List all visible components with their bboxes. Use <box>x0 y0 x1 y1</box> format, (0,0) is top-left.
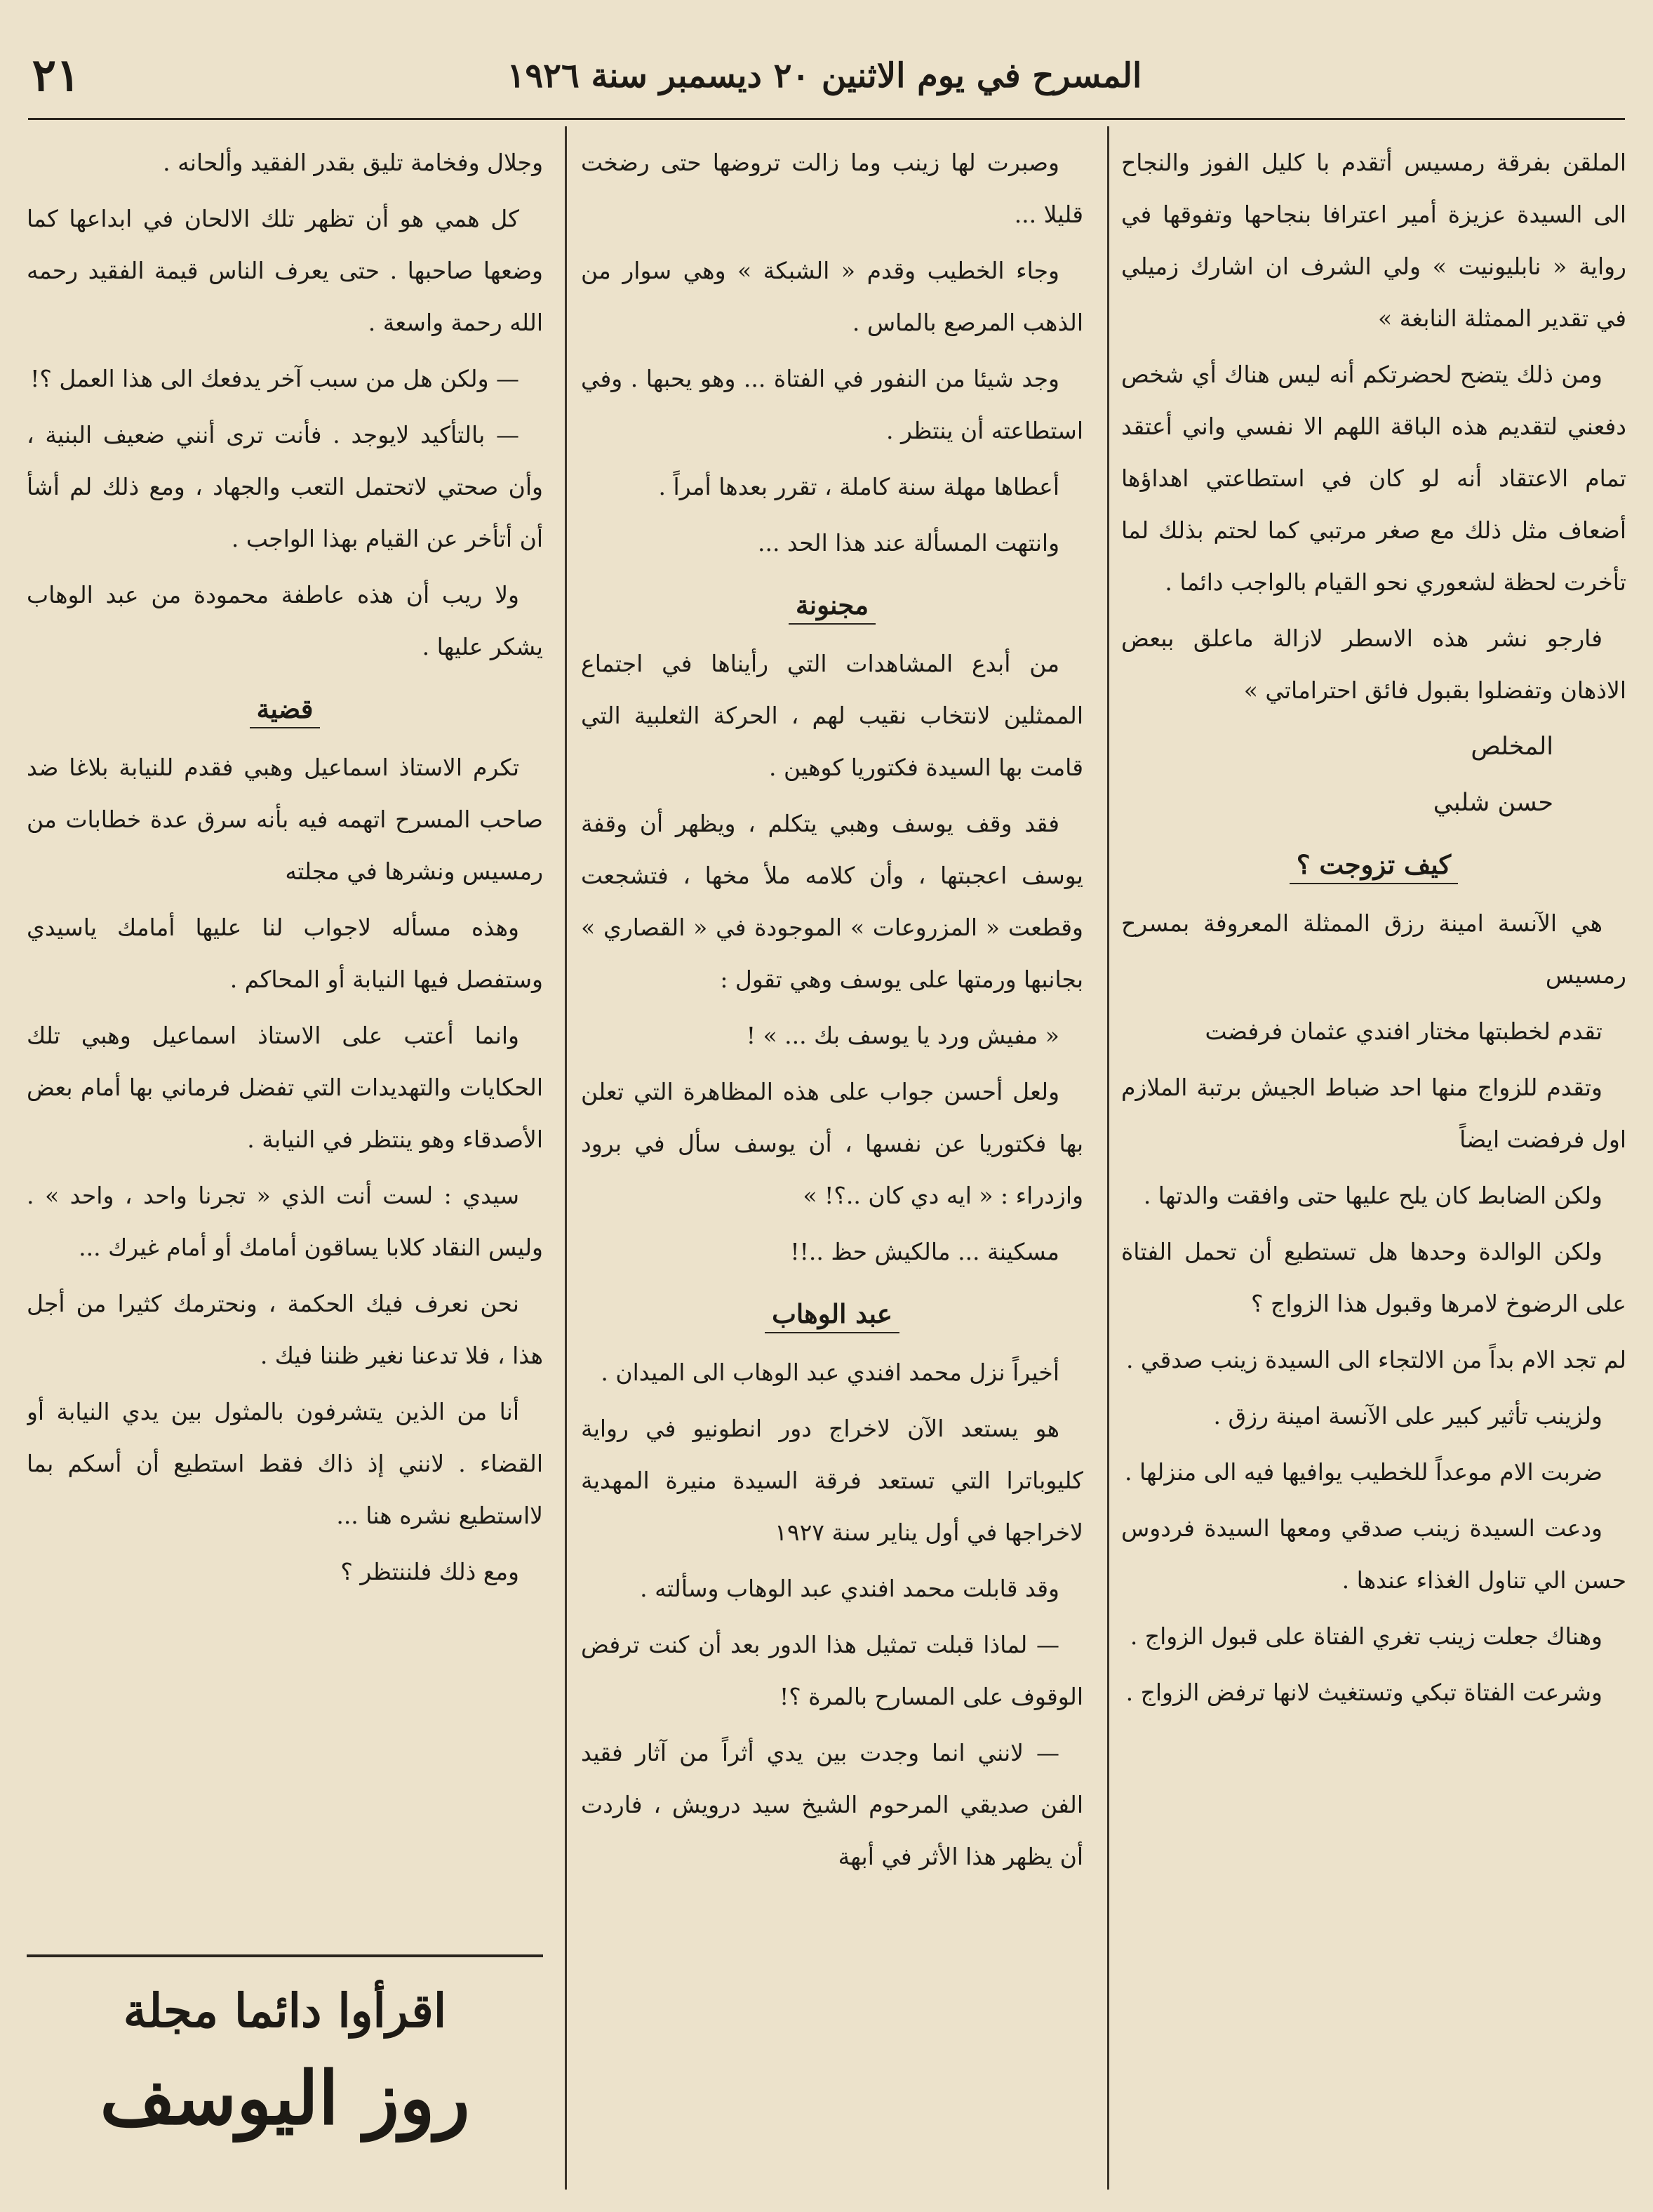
section-heading <box>581 1295 1083 1333</box>
paragraph: كل همي هو أن تظهر تلك الالحان في ابداعها كما وضعها صاحبها . حتى يعرف الناس قيمة الفقيد رحمه الله رحمة واسعة . <box>27 205 543 336</box>
paragraph: — لماذا قبلت تمثيل هذا الدور بعد أن كنت ترفض الوقوف على المسارح بالمرة ؟! <box>581 1631 1083 1710</box>
header-rule <box>28 118 1625 120</box>
column-right <box>1121 137 1626 2186</box>
heading-text: قضية <box>250 693 321 728</box>
paragraph: مسكينة ... مالكيش حظ ..!! <box>790 1238 1059 1265</box>
paragraph: أعطاها مهلة سنة كاملة ، تقرر بعدها أمراً . <box>658 473 1059 500</box>
column-left <box>27 137 543 1940</box>
paragraph: وقد قابلت محمد افندي عبد الوهاب وسألته . <box>640 1575 1059 1602</box>
paragraph: هو يستعد الآن لاخراج دور انطونيو في رواية كليوباترا التي تستعد فرقة السيدة منيرة المهدية لاخراجها في أول يناير سنة ١٩٢٧ <box>581 1415 1083 1546</box>
paragraph: لم تجد الام بداً من الالتجاء الى السيدة زينب صدقي . <box>1125 1346 1626 1373</box>
paragraph: وجلال وفخامة تليق بقدر الفقيد وألحانه . <box>163 149 543 176</box>
column-middle <box>581 137 1083 2186</box>
paragraph: — بالتأكيد لايوجد . فأنت ترى أنني ضعيف البنية ، وأن صحتي لاتحتمل التعب والجهاد ، ومع ذلك لم أشأ أن أتأخر عن القيام بهذا الواجب . <box>27 421 543 552</box>
heading-text: مجنونة <box>789 589 876 625</box>
paragraph: ولعل أحسن جواب على هذه المظاهرة التي تعلن بها فكتوريا عن نفسها ، أن يوسف سأل في برود وازدراء : « ايه دي كان ..؟! » <box>581 1078 1083 1209</box>
paragraph: فقد وقف يوسف وهبي يتكلم ، ويظهر أن وقفة يوسف اعجبتها ، وأن كلامه ملأ مخها ، فتشجعت وقطعت « المزروعات » الموجودة في « القصاري » بجانبها ورمتها على يوسف وهي تقول : <box>581 810 1083 993</box>
running-title: المسرح في يوم الاثنين ٢٠ ديسمبر سنة ١٩٢٦ <box>507 56 1142 95</box>
magazine-advertisement <box>27 1954 543 2182</box>
paragraph: ومع ذلك فلننتظر ؟ <box>340 1558 519 1585</box>
paragraph: نحن نعرف فيك الحكمة ، ونحترمك كثيرا من أجل هذا ، فلا تدعنا نغير ظننا فيك . <box>27 1290 543 1369</box>
paragraph: « مفيش ورد يا يوسف بك ... » ! <box>746 1022 1059 1049</box>
paragraph: سيدي : لست أنت الذي « تجرنا واحد ، واحد » . وليس النقاد كلابا يساقون أمامك أو أمام غيرك ... <box>27 1182 543 1261</box>
paragraph: ولا ريب أن هذه عاطفة محمودة من عبد الوهاب يشكر عليها . <box>27 581 543 660</box>
paragraph: هي الآنسة امينة رزق الممثلة المعروفة بمسرح رمسيس <box>1121 910 1626 989</box>
advert-tagline: اقرأوا دائما مجلة <box>123 1983 447 2038</box>
section-heading <box>27 690 543 728</box>
paragraph: ودعت السيدة زينب صدقي ومعها السيدة فردوس حسن الي تناول الغذاء عندها . <box>1121 1514 1626 1594</box>
paragraph: تقدم لخطبتها مختار افندي عثمان فرفضت <box>1205 1018 1602 1045</box>
paragraph: وتقدم للزواج منها احد ضباط الجيش برتبة الملازم اول فرفضت ايضاً <box>1121 1074 1626 1153</box>
paragraph: الملقن بفرقة رمسيس أتقدم با كليل الفوز والنجاح الى السيدة عزيزة أمير اعترافا بنجاحها وتفوقها في رواية « نابليونيت » ولي الشرف ان اشارك زميلي في تقدير الممثلة النابغة » <box>1121 149 1626 332</box>
paragraph: من أبدع المشاهدات التي رأيناها في اجتماع الممثلين لانتخاب نقيب لهم ، الحركة الثعلبية التي قامت بها السيدة فكتوريا كوهين . <box>581 650 1083 781</box>
paragraph: وشرعت الفتاة تبكي وتستغيث لانها ترفض الزواج . <box>1125 1679 1602 1706</box>
paragraph: ضربت الام موعداً للخطيب يوافيها فيه الى منزلها . <box>1125 1458 1602 1486</box>
paragraph: ولكن الضابط كان يلح عليها حتى وافقت والدتها . <box>1143 1182 1602 1209</box>
paragraph: ومن ذلك يتضح لحضرتكم أنه ليس هناك أي شخص دفعني لتقديم هذه الباقة اللهم الا نفسي واني أعتقد تمام الاعتقاد أنه لو كان في استطاعتي اهداؤها أضعاف مثل ذلك مع صغر مرتبي كما لحتم بذلك لما تأخرت لحظة لشعوري نحو القيام بالواجب دائما . <box>1121 361 1626 596</box>
paragraph: فارجو نشر هذه الاسطر لازالة ماعلق ببعض الاذهان وتفضلوا بقبول فائق احتراماتي » <box>1121 625 1626 704</box>
paragraph: ولكن الوالدة وحدها هل تستطيع أن تحمل الفتاة على الرضوخ لامرها وقبول هذا الزواج ؟ <box>1121 1238 1626 1317</box>
column-divider <box>1107 126 1109 2190</box>
heading-text: عبد الوهاب <box>765 1298 899 1333</box>
section-heading <box>581 586 1083 624</box>
paragraph: وانما أعتب على الاستاذ اسماعيل وهبي تلك الحكايات والتهديدات التي تفضل فرماني بها أمام بعض الأصدقاء وهو ينتظر في النيابة . <box>27 1022 543 1153</box>
paragraph: وجد شيئا من النفور في الفتاة ... وهو يحبها . وفي استطاعته أن ينتظر . <box>581 365 1083 444</box>
paragraph: وانتهت المسألة عند هذا الحد ... <box>757 529 1059 557</box>
heading-text: كيف تزوجت ؟ <box>1290 849 1458 884</box>
paragraph: ولزينب تأثير كبير على الآنسة امينة رزق . <box>1213 1402 1602 1430</box>
paragraph: — لانني انما وجدت بين يدي أثراً من آثار فقيد الفن صديقي المرحوم الشيخ سيد درويش ، فاردت أن يظهر هذا الأثر في أبهة <box>581 1739 1083 1870</box>
paragraph: وهناك جعلت زينب تغري الفتاة على قبول الزواج . <box>1130 1623 1602 1650</box>
page-number: ٢١ <box>32 49 81 102</box>
paragraph: أنا من الذين يتشرفون بالمثول بين يدي النيابة أو القضاء . لانني إذ ذاك فقط استطيع أن أسكم بما لااستطيع نشره هنا ... <box>27 1398 543 1529</box>
paragraph: وجاء الخطيب وقدم « الشبكة » وهي سوار من الذهب المرصع بالماس . <box>581 257 1083 336</box>
paragraph: وهذه مسأله لاجواب لنا عليها أمامك ياسيدي وستفصل فيها النيابة أو المحاكم . <box>27 914 543 993</box>
advert-masthead: روز اليوسف <box>100 2055 470 2141</box>
signature-closing: المخلص <box>1471 733 1553 761</box>
page-header <box>105 49 1544 112</box>
signature-name: حسن شلبي <box>1433 789 1553 817</box>
paragraph: تكرم الاستاذ اسماعيل وهبي فقدم للنيابة بلاغا ضد صاحب المسرح اتهمه فيه بأنه سرق عدة خطابات من رمسيس ونشرها في مجلته <box>27 754 543 885</box>
paragraph: — ولكن هل من سبب آخر يدفعك الى هذا العمل ؟! <box>30 365 519 392</box>
column-divider <box>565 126 567 2190</box>
paragraph: وصبرت لها زينب وما زالت تروضها حتى رضخت قليلا ... <box>581 149 1083 228</box>
paragraph: أخيراً نزل محمد افندي عبد الوهاب الى الميدان . <box>601 1359 1059 1386</box>
section-heading <box>1121 846 1626 884</box>
